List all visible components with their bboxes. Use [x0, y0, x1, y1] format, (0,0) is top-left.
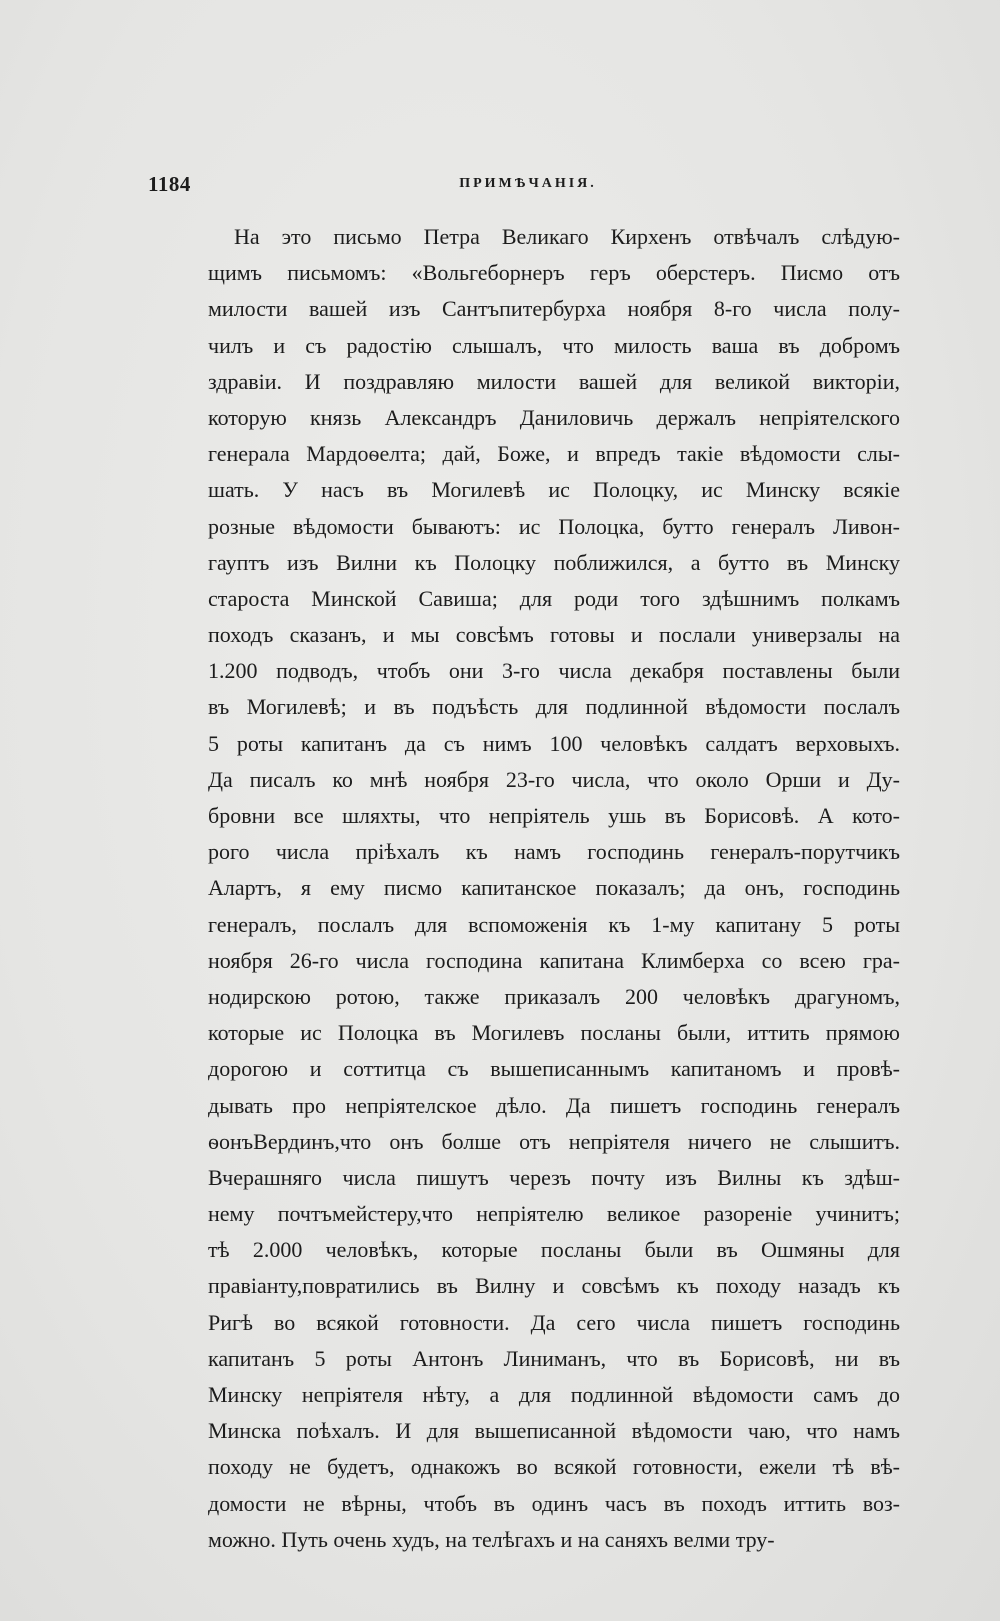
text-line: генералъ, послалъ для вспоможенія къ 1-му капитану 5 роты	[208, 911, 900, 937]
text-line: походъ сказанъ, и мы совсѣмъ готовы и послали универзалы на	[208, 622, 900, 648]
text-line: 1.200 подводъ, чтобъ они 3-го числа декабря поставлены были	[208, 658, 900, 684]
text-line: нему почтъмейстеру,что непріятелю великое разореніе учинитъ;	[208, 1201, 900, 1227]
body-text	[208, 219, 900, 1558]
text-line: которые ис Полоцка въ Могилевъ посланы были, иттить прямою	[208, 1020, 900, 1046]
text-line: гауптъ изъ Вилни къ Полоцку поближился, а бутто въ Минску	[208, 549, 900, 575]
text-line: ѳонъВердинъ,что онъ болше отъ непріятеля ничего не слышитъ.	[208, 1128, 900, 1154]
text-line: въ Могилевѣ; и въ подъѣсть для подлинной вѣдомости послалъ	[208, 694, 900, 720]
text-line: дорогою и соттитца съ вышеписаннымъ капитаномъ и провѣ-	[208, 1056, 900, 1082]
text-line: Минску непріятеля нѣту, а для подлинной вѣдомости самъ до	[208, 1382, 900, 1407]
text-line: чилъ и съ радостію слышалъ, что милость ваша въ добромъ	[208, 332, 900, 358]
text-line: Ригѣ во всякой готовности. Да сего числа пишетъ господинь	[208, 1309, 900, 1335]
text-line: Вчерашняго числа пишутъ черезъ почту изъ Вилны къ здѣш-	[208, 1164, 900, 1190]
text-line: Минска поѣхалъ. И для вышеписанной вѣдомости чаю, что намъ	[208, 1418, 900, 1444]
text-line: Алартъ, я ему писмо капитанское показалъ; да онъ, господинь	[208, 875, 900, 901]
text-line: ноября 26-го числа господина капитана Климберха со всею гра-	[208, 947, 900, 973]
text-line: староста Минской Савиша; для роди того здѣшнимъ полкамъ	[208, 585, 900, 611]
running-title: ПРИМѢЧАНІЯ.	[459, 176, 597, 191]
text-line: щимъ письмомъ: «Вольгеборнеръ геръ оберстеръ. Писмо отъ	[208, 260, 900, 286]
text-line: На это письмо Петра Великаго Кирхенъ отвѣчалъ слѣдую-	[234, 224, 900, 249]
page-number: 1184	[148, 172, 191, 196]
text-line: дывать про непріятелское дѣло. Да пишетъ господинь генералъ	[208, 1092, 900, 1118]
text-line: домости не вѣрны, чтобъ въ одинъ часъ въ походъ иттить воз-	[208, 1490, 900, 1516]
text-line: можно. Путь очень худъ, на телѣгахъ и на саняхъ велми тру-	[208, 1526, 775, 1552]
text-line: походу не будетъ, однакожъ во всякой готовности, ежели тѣ вѣ-	[208, 1454, 900, 1480]
page-header	[148, 172, 908, 202]
text-line: бровни все шляхты, что непріятель ушь въ Борисовѣ. А кото-	[208, 803, 900, 828]
text-line: капитанъ 5 роты Антонъ Линиманъ, что въ Борисовѣ, ни въ	[208, 1345, 900, 1371]
text-line: нодирскою ротою, также приказалъ 200 человѣкъ драгуномъ,	[208, 983, 900, 1009]
text-line: милости вашей изъ Сантъпитербурха ноября 8-го числа полу-	[208, 296, 900, 322]
text-line: 5 роты капитанъ да съ нимъ 100 человѣкъ салдатъ верховыхъ.	[208, 730, 900, 756]
text-line: правіанту,повратились въ Вилну и совсѣмъ къ походу назадъ къ	[208, 1273, 900, 1299]
text-line: розные вѣдомости бываютъ: ис Полоцка, бутто генералъ Ливон-	[208, 513, 900, 539]
text-line: которую князь Александръ Даниловичь держалъ непріятелского	[208, 404, 900, 430]
text-line: рого числа пріѣхалъ къ намъ господинь генералъ-порутчикъ	[208, 839, 900, 865]
text-line: шать. У насъ въ Могилевѣ ис Полоцку, ис Минску всякіе	[208, 477, 900, 503]
text-line: генерала Мардоѳелта; дай, Боже, и впредъ такіе вѣдомости слы-	[208, 441, 900, 467]
text-line: здравіи. И поздравляю милости вашей для великой викторіи,	[208, 368, 900, 394]
text-line: тѣ 2.000 человѣкъ, которые посланы были въ Ошмяны для	[208, 1237, 900, 1263]
text-line: Да писалъ ко мнѣ ноября 23-го числа, что около Орши и Ду-	[208, 766, 900, 792]
